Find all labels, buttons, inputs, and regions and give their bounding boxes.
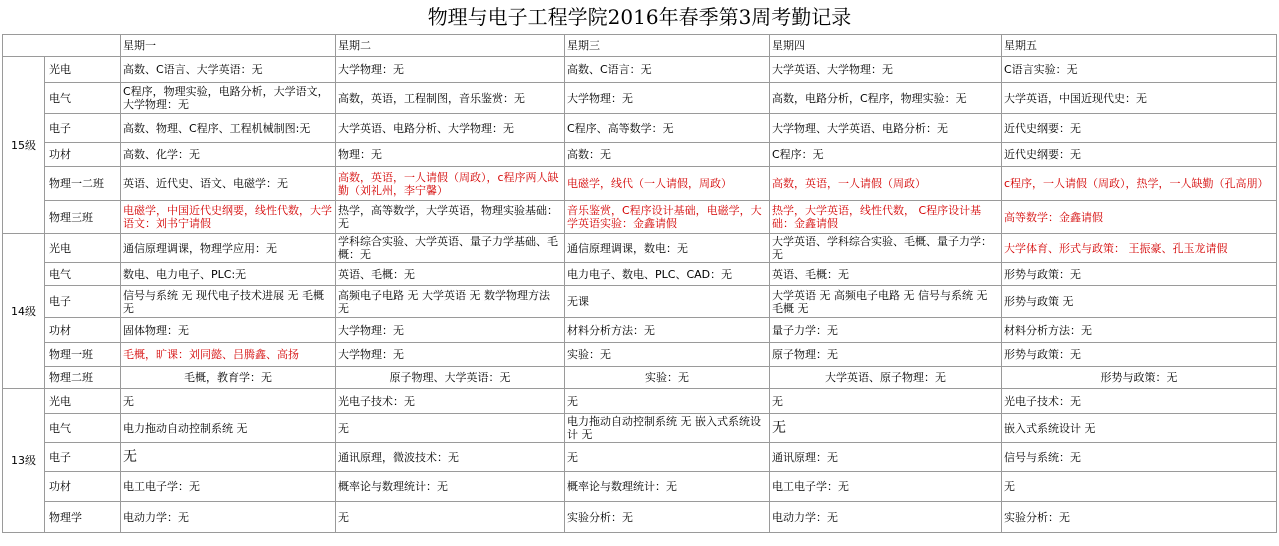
attendance-cell: 通讯原理：无	[770, 443, 1002, 472]
attendance-cell: 通信原理调课，物理学应用：无	[121, 234, 336, 263]
attendance-cell: 物理：无	[336, 143, 565, 167]
attendance-cell: 电磁学，中国近代史纲要，线性代数，大学语文：刘书宁请假	[121, 201, 336, 234]
grade-cell: 15级	[3, 57, 45, 234]
attendance-cell: 无	[336, 502, 565, 533]
table-row	[3, 57, 1277, 83]
attendance-cell: 热学，大学英语，线性代数， C程序设计基础：金鑫请假	[770, 201, 1002, 234]
attendance-cell: 无	[770, 389, 1002, 414]
table-row	[3, 443, 1277, 472]
attendance-cell: 大学物理、大学英语、电路分析：无	[770, 114, 1002, 143]
attendance-cell: 英语、毛概：无	[770, 263, 1002, 286]
attendance-cell: 材料分析方法：无	[565, 318, 770, 343]
class-name-cell: 物理三班	[45, 201, 121, 234]
class-name-cell: 电气	[45, 263, 121, 286]
page-title: 物理与电子工程学院2016年春季第3周考勤记录	[427, 5, 852, 29]
table-row	[3, 234, 1277, 263]
attendance-cell: 信号与系统：无	[1002, 443, 1277, 472]
attendance-cell: 实验分析：无	[1002, 502, 1277, 533]
attendance-cell: 形势与政策：无	[1002, 343, 1277, 367]
table-row	[3, 343, 1277, 367]
attendance-cell: 电力电子、数电、PLC、CAD：无	[565, 263, 770, 286]
table-row	[3, 263, 1277, 286]
attendance-cell: 形势与政策：无	[1002, 263, 1277, 286]
day-header-cell: 星期二	[336, 35, 565, 57]
class-name-cell: 物理二班	[45, 367, 121, 389]
attendance-cell: 实验：无	[565, 343, 770, 367]
class-name-cell: 电子	[45, 286, 121, 318]
attendance-cell: C程序：无	[770, 143, 1002, 167]
attendance-cell: 大学英语 无 高频电子电路 无 信号与系统 无 毛概 无	[770, 286, 1002, 318]
attendance-cell: 无	[1002, 472, 1277, 502]
attendance-cell: 大学物理：无	[565, 83, 770, 114]
attendance-cell: 固体物理：无	[121, 318, 336, 343]
attendance-cell: 电力拖动自动控制系统 无 嵌入式系统设计 无	[565, 414, 770, 443]
attendance-cell: 大学英语、原子物理：无	[770, 367, 1002, 389]
attendance-cell: 大学英语、电路分析、大学物理：无	[336, 114, 565, 143]
table-row	[3, 367, 1277, 389]
attendance-cell: 量子力学：无	[770, 318, 1002, 343]
day-header-cell: 星期五	[1002, 35, 1277, 57]
attendance-cell: 概率论与数理统计：无	[336, 472, 565, 502]
attendance-cell: 电工电子学：无	[770, 472, 1002, 502]
attendance-cell: 无	[121, 389, 336, 414]
attendance-cell: 形势与政策：无	[1002, 367, 1277, 389]
attendance-cell: 材料分析方法：无	[1002, 318, 1277, 343]
attendance-cell: C程序，物理实验，电路分析，大学语文，大学物理：无	[121, 83, 336, 114]
attendance-cell: 高数，英语，工程制图，音乐鉴赏：无	[336, 83, 565, 114]
class-name-cell: 物理一班	[45, 343, 121, 367]
attendance-cell: 高数，英语，一人请假（周政）	[770, 167, 1002, 201]
day-header-cell: 星期三	[565, 35, 770, 57]
attendance-cell: 电动力学：无	[121, 502, 336, 533]
day-header-cell: 星期一	[121, 35, 336, 57]
class-name-cell: 功材	[45, 318, 121, 343]
attendance-cell: 信号与系统 无 现代电子技术进展 无 毛概 无	[121, 286, 336, 318]
attendance-cell: 高数、C语言：无	[565, 57, 770, 83]
attendance-cell: 高数、化学：无	[121, 143, 336, 167]
class-name-cell: 物理一二班	[45, 167, 121, 201]
attendance-cell: 通讯原理，微波技术：无	[336, 443, 565, 472]
class-name-cell: 光电	[45, 57, 121, 83]
attendance-cell: 高数：无	[565, 143, 770, 167]
attendance-cell: 高数、物理、C程序、工程机械制图:无	[121, 114, 336, 143]
attendance-cell: 高数，电路分析，C程序，物理实验：无	[770, 83, 1002, 114]
attendance-cell: 大学物理：无	[336, 343, 565, 367]
attendance-cell: 大学英语，中国近现代史：无	[1002, 83, 1277, 114]
attendance-cell: 大学体育、形式与政策： 王振豪、孔玉龙请假	[1002, 234, 1277, 263]
grade-cell: 13级	[3, 389, 45, 533]
attendance-cell: 电工电子学：无	[121, 472, 336, 502]
attendance-cell: 实验：无	[565, 367, 770, 389]
table-row	[3, 201, 1277, 234]
attendance-cell: 形势与政策 无	[1002, 286, 1277, 318]
attendance-cell: C语言实验：无	[1002, 57, 1277, 83]
attendance-cell: 电磁学，线代（一人请假，周政）	[565, 167, 770, 201]
attendance-cell: 毛概，教育学：无	[121, 367, 336, 389]
table-row	[3, 502, 1277, 533]
attendance-cell: 高频电子电路 无 大学英语 无 数学物理方法 无	[336, 286, 565, 318]
table-row	[3, 114, 1277, 143]
attendance-cell: 热学，高等数学，大学英语，物理实验基础：无	[336, 201, 565, 234]
class-name-cell: 物理学	[45, 502, 121, 533]
attendance-cell: 毛概，旷课：刘同懿、吕腾鑫、高扬	[121, 343, 336, 367]
attendance-cell: 学科综合实验、大学英语、量子力学基础、毛概：无	[336, 234, 565, 263]
table-row	[3, 472, 1277, 502]
class-name-cell: 电子	[45, 114, 121, 143]
attendance-cell: 数电、电力电子、PLC:无	[121, 263, 336, 286]
attendance-cell: 概率论与数理统计：无	[565, 472, 770, 502]
attendance-cell: 无	[121, 443, 336, 472]
attendance-cell: 近代史纲要：无	[1002, 114, 1277, 143]
attendance-table	[2, 34, 1277, 533]
attendance-cell: 高数，英语，一人请假（周政），c程序两人缺勤（刘礼州，李宁馨）	[336, 167, 565, 201]
attendance-cell: 无	[565, 443, 770, 472]
attendance-cell: 光电子技术：无	[1002, 389, 1277, 414]
class-name-cell: 光电	[45, 234, 121, 263]
attendance-cell: 英语、近代史、语文、电磁学：无	[121, 167, 336, 201]
table-row	[3, 286, 1277, 318]
attendance-cell: 电动力学：无	[770, 502, 1002, 533]
table-row	[3, 167, 1277, 201]
class-name-cell: 电气	[45, 414, 121, 443]
class-name-cell: 电气	[45, 83, 121, 114]
table-row	[3, 83, 1277, 114]
attendance-cell: 实验分析：无	[565, 502, 770, 533]
header-blank-cell	[3, 35, 121, 57]
attendance-cell: 高数、C语言、大学英语：无	[121, 57, 336, 83]
attendance-cell: 大学物理：无	[336, 318, 565, 343]
attendance-cell: 音乐鉴赏，C程序设计基础，电磁学，大学英语实验：金鑫请假	[565, 201, 770, 234]
table-row	[3, 318, 1277, 343]
attendance-cell: 嵌入式系统设计 无	[1002, 414, 1277, 443]
class-name-cell: 电子	[45, 443, 121, 472]
class-name-cell: 功材	[45, 143, 121, 167]
attendance-cell: 近代史纲要：无	[1002, 143, 1277, 167]
attendance-cell: 英语、毛概：无	[336, 263, 565, 286]
class-name-cell: 光电	[45, 389, 121, 414]
table-row	[3, 389, 1277, 414]
attendance-cell: 大学物理：无	[336, 57, 565, 83]
attendance-cell: 无课	[565, 286, 770, 318]
attendance-cell: 无	[565, 389, 770, 414]
class-name-cell: 功材	[45, 472, 121, 502]
table-row	[3, 143, 1277, 167]
attendance-cell: 光电子技术：无	[336, 389, 565, 414]
attendance-cell: 原子物理：无	[770, 343, 1002, 367]
attendance-cell: 高等数学：金鑫请假	[1002, 201, 1277, 234]
attendance-cell: 电力拖动自动控制系统 无	[121, 414, 336, 443]
day-header-cell: 星期四	[770, 35, 1002, 57]
attendance-cell: 无	[336, 414, 565, 443]
attendance-cell: 通信原理调课，数电：无	[565, 234, 770, 263]
header-row	[3, 35, 1277, 57]
table-row	[3, 414, 1277, 443]
attendance-cell: 原子物理、大学英语：无	[336, 367, 565, 389]
attendance-cell: 大学英语、学科综合实验、毛概、量子力学：无	[770, 234, 1002, 263]
attendance-cell: c程序，一人请假（周政），热学，一人缺勤（孔高朋）	[1002, 167, 1277, 201]
grade-cell: 14级	[3, 234, 45, 389]
attendance-cell: 大学英语、大学物理：无	[770, 57, 1002, 83]
attendance-cell: 无	[770, 414, 1002, 443]
attendance-cell: C程序、高等数学：无	[565, 114, 770, 143]
